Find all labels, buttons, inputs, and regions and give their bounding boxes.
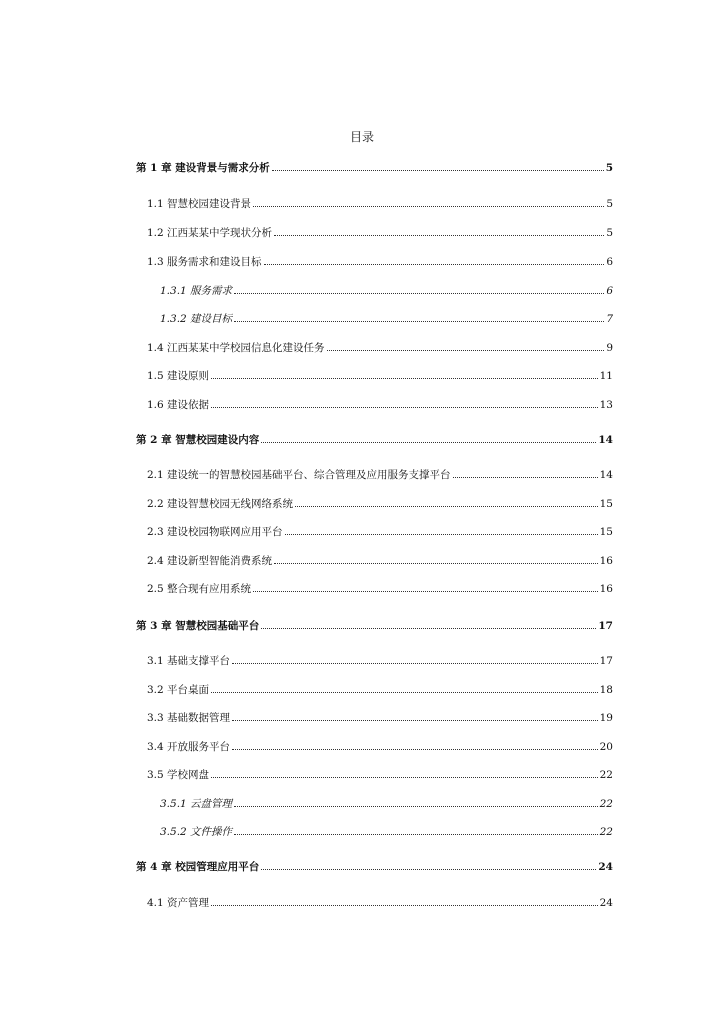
toc-entry-page: 6 [606, 256, 613, 268]
toc-entry-label: 3.5.2 文件操作 [160, 826, 233, 838]
toc-entry-chapter-4[interactable] [136, 859, 613, 874]
toc-entry-label: 1.3.2 建设目标 [160, 313, 233, 325]
toc-entry-1-3-2[interactable] [160, 311, 613, 326]
toc-entry-1-5[interactable] [147, 368, 613, 383]
toc-entry-label: 第 3 章 智慧校园基础平台 [136, 620, 260, 632]
toc-entry-1-1[interactable] [147, 196, 613, 211]
toc-entry-page: 5 [606, 227, 613, 239]
dot-leader [453, 477, 598, 478]
toc-title: 目录 [349, 130, 374, 144]
dot-leader [272, 170, 604, 171]
toc-entry-page: 20 [599, 741, 613, 753]
toc-entry-page: 11 [599, 370, 613, 382]
dot-leader [234, 834, 598, 835]
toc-entry-page: 5 [606, 198, 613, 210]
toc-entry-chapter-3[interactable] [136, 618, 613, 633]
toc-entry-2-1[interactable] [147, 467, 613, 482]
dot-leader [232, 749, 598, 750]
toc-entry-2-5[interactable] [147, 581, 613, 596]
toc-entry-label: 2.3 建设校园物联网应用平台 [147, 526, 283, 538]
dot-leader [274, 563, 598, 564]
toc-entry-label: 1.3 服务需求和建设目标 [147, 256, 262, 268]
toc-entry-3-1[interactable] [147, 653, 613, 668]
toc-entry-2-2[interactable] [147, 496, 613, 511]
toc-entry-1-3[interactable] [147, 254, 613, 269]
toc-entry-page: 5 [605, 162, 613, 174]
dot-leader [253, 206, 604, 207]
toc-entry-page: 15 [599, 526, 613, 538]
toc-entry-page: 16 [599, 583, 613, 595]
toc-entry-label: 3.3 基础数据管理 [147, 712, 231, 724]
dot-leader [253, 591, 598, 592]
toc-entry-label: 4.1 资产管理 [147, 897, 210, 909]
toc-entry-chapter-1[interactable] [136, 160, 613, 175]
toc-entry-label: 1.1 智慧校园建设背景 [147, 198, 252, 210]
dot-leader [211, 905, 598, 906]
toc-entry-4-1[interactable] [147, 895, 613, 910]
dot-leader [232, 663, 598, 664]
dot-leader [261, 442, 596, 443]
toc-entry-label: 第 4 章 校园管理应用平台 [136, 861, 260, 873]
toc-entry-2-3[interactable] [147, 524, 613, 539]
toc-entry-page: 22 [599, 769, 613, 781]
toc-entry-3-3[interactable] [147, 710, 613, 725]
dot-leader [211, 407, 598, 408]
toc-entry-1-4[interactable] [147, 340, 613, 355]
toc-entry-page: 6 [606, 285, 613, 297]
dot-leader [234, 293, 604, 294]
toc-entry-2-4[interactable] [147, 553, 613, 568]
toc-entry-page: 17 [599, 655, 613, 667]
dot-leader [285, 534, 598, 535]
dot-leader [232, 720, 598, 721]
toc-entry-page: 17 [598, 620, 613, 632]
toc-entry-page: 18 [599, 684, 613, 696]
toc-entry-page: 15 [599, 498, 613, 510]
dot-leader [295, 506, 598, 507]
toc-entry-label: 2.1 建设统一的智慧校园基础平台、综合管理及应用服务支撑平台 [147, 469, 451, 481]
dot-leader [327, 350, 605, 351]
toc-entry-1-2[interactable] [147, 225, 613, 240]
toc-entry-page: 24 [598, 861, 613, 873]
toc-entry-page: 7 [606, 313, 613, 325]
dot-leader [211, 777, 598, 778]
toc-entry-page: 9 [606, 342, 613, 354]
toc-entry-3-5-2[interactable] [160, 824, 613, 839]
toc-entry-label: 3.2 平台桌面 [147, 684, 210, 696]
toc-entry-label: 3.1 基础支撑平台 [147, 655, 231, 667]
toc-entry-label: 3.5 学校网盘 [147, 769, 210, 781]
toc-entry-chapter-2[interactable] [136, 432, 613, 447]
toc-entry-page: 22 [599, 826, 613, 838]
toc-entry-label: 1.6 建设依据 [147, 399, 210, 411]
toc-entry-1-6[interactable] [147, 397, 613, 412]
dot-leader [264, 264, 605, 265]
dot-leader [234, 321, 604, 322]
toc-entry-3-2[interactable] [147, 682, 613, 697]
toc-entry-page: 16 [599, 555, 613, 567]
dot-leader [211, 692, 598, 693]
dot-leader [234, 806, 598, 807]
dot-leader [261, 628, 596, 629]
dot-leader [274, 235, 604, 236]
toc-entry-1-3-1[interactable] [160, 283, 613, 298]
toc-entry-page: 24 [599, 897, 613, 909]
toc-entry-label: 3.5.1 云盘管理 [160, 798, 233, 810]
dot-leader [211, 378, 598, 379]
toc-entry-page: 14 [598, 434, 613, 446]
toc-entry-page: 22 [599, 798, 613, 810]
toc-entry-label: 2.5 整合现有应用系统 [147, 583, 252, 595]
toc-entry-3-5[interactable] [147, 767, 613, 782]
toc-entry-page: 13 [599, 399, 613, 411]
toc-entry-label: 1.3.1 服务需求 [160, 285, 233, 297]
toc-entry-label: 第 1 章 建设背景与需求分析 [136, 162, 270, 174]
toc-entry-label: 1.4 江西某某中学校园信息化建设任务 [147, 342, 325, 354]
toc-entry-page: 19 [599, 712, 613, 724]
toc-entry-page: 14 [599, 469, 613, 481]
toc-entry-label: 2.2 建设智慧校园无线网络系统 [147, 498, 294, 510]
toc-entry-label: 3.4 开放服务平台 [147, 741, 231, 753]
toc-entry-label: 1.5 建设原则 [147, 370, 210, 382]
toc-entry-3-4[interactable] [147, 739, 613, 754]
toc-entry-label: 2.4 建设新型智能消费系统 [147, 555, 273, 567]
dot-leader [261, 869, 596, 870]
toc-entry-label: 第 2 章 智慧校园建设内容 [136, 434, 260, 446]
toc-entry-3-5-1[interactable] [160, 796, 613, 811]
toc-entry-label: 1.2 江西某某中学现状分析 [147, 227, 273, 239]
